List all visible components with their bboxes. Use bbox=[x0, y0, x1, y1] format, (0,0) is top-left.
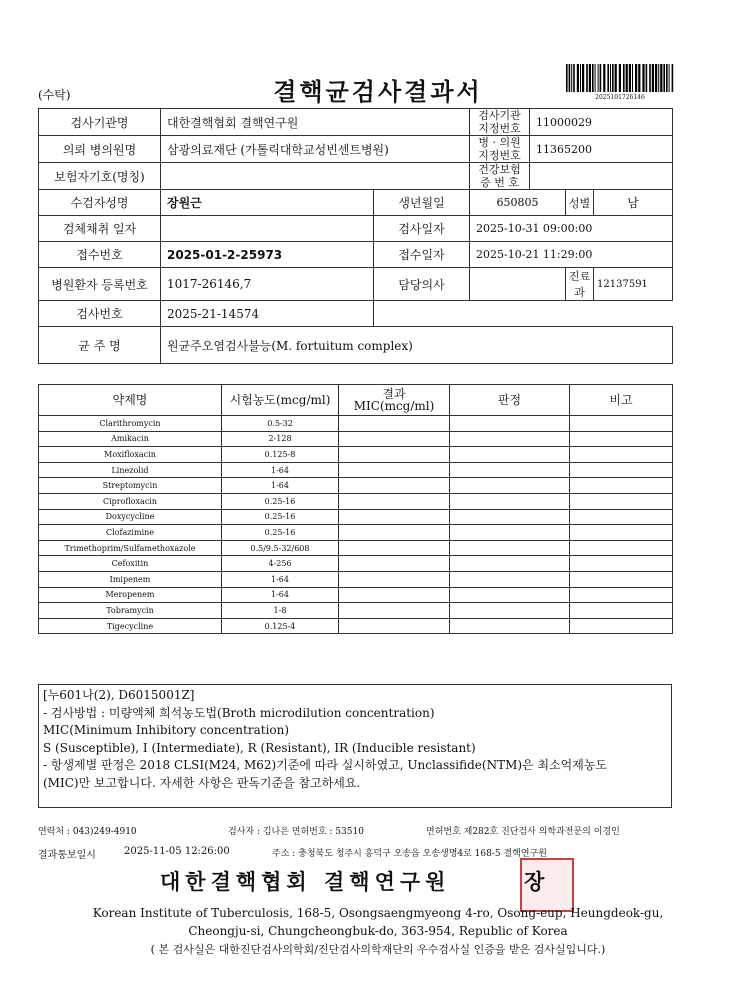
clinic-label: 의뢰 병의원명 bbox=[39, 136, 161, 163]
address-english-line2: Cheongju-si, Chungcheongbuk-do, 363-954, Republic of Korea bbox=[188, 924, 568, 938]
test-number-label: 검사번호 bbox=[39, 301, 161, 327]
mic-result bbox=[339, 462, 450, 478]
test-range: 0.5/9.5-32/608 bbox=[222, 540, 339, 556]
mic-result bbox=[339, 509, 450, 525]
mic-result bbox=[339, 416, 450, 432]
table-row bbox=[39, 618, 673, 634]
dept-value: 12137591 bbox=[594, 268, 673, 301]
table-row bbox=[39, 431, 673, 447]
table-row bbox=[39, 462, 673, 478]
barcode-number: 2025101726146 bbox=[595, 94, 645, 101]
specialist-info: 면허번호 제282호 진단검사 의학과전문의 이경인 bbox=[426, 827, 620, 837]
remark bbox=[570, 431, 673, 447]
health-insurance-value bbox=[530, 163, 673, 190]
remark bbox=[570, 540, 673, 556]
notes-box bbox=[38, 684, 672, 808]
mic-result bbox=[339, 493, 450, 509]
remark bbox=[570, 462, 673, 478]
col-drug-header: 약제명 bbox=[39, 385, 222, 416]
note-line: - 검사방법 : 미량액체 희석농도법(Broth microdilution concentration) bbox=[43, 705, 435, 720]
patient-label: 수검자성명 bbox=[39, 190, 161, 216]
mic-result bbox=[339, 587, 450, 603]
lab-id-label: 검사기관 지정번호 bbox=[470, 109, 530, 136]
drug-name: Trimethoprim/Sulfamethoxazole bbox=[39, 540, 222, 556]
clinic-id-label: 병 · 의원 지정번호 bbox=[470, 136, 530, 163]
table-row bbox=[39, 587, 673, 603]
reception-number-value: 2025-01-2-25973 bbox=[161, 242, 374, 268]
remark bbox=[570, 478, 673, 494]
collect-date-label: 검체채취 일자 bbox=[39, 216, 161, 242]
sex-value: 남 bbox=[594, 190, 673, 216]
patient-info-table bbox=[38, 108, 673, 364]
patient-name: 장원근 bbox=[161, 190, 374, 216]
notify-value: 2025-11-05 12:26:00 bbox=[124, 846, 230, 857]
judgement bbox=[450, 556, 570, 572]
organism-value: 원균주오염검사불능(M. fortuitum complex) bbox=[161, 327, 673, 364]
judgement bbox=[450, 618, 570, 634]
clinic-id-value: 11365200 bbox=[530, 136, 673, 163]
test-range: 2-128 bbox=[222, 431, 339, 447]
remark bbox=[570, 556, 673, 572]
lab-id-value: 11000029 bbox=[530, 109, 673, 136]
judgement bbox=[450, 416, 570, 432]
judgement bbox=[450, 603, 570, 619]
drug-name: Imipenem bbox=[39, 571, 222, 587]
drug-name: Clofazimine bbox=[39, 525, 222, 541]
note-line: S (Susceptible), I (Intermediate), R (Resistant), IR (Inducible resistant) bbox=[43, 740, 476, 755]
collect-date-value bbox=[161, 216, 374, 242]
note-line: (MIC)만 보고합니다. 자세한 사항은 판독기준을 참고하세요. bbox=[43, 775, 361, 790]
mic-result bbox=[339, 525, 450, 541]
table-row bbox=[39, 525, 673, 541]
dob-value: 650805 bbox=[470, 190, 566, 216]
table-row bbox=[39, 447, 673, 463]
address-korean: 주소 : 충청북도 청주시 흥덕구 오송읍 오송생명4로 168-5 결핵연구원 bbox=[272, 849, 547, 859]
reception-date-value: 2025-10-21 11:29:00 bbox=[470, 242, 673, 268]
table-row bbox=[39, 603, 673, 619]
remark bbox=[570, 525, 673, 541]
mic-result bbox=[339, 540, 450, 556]
note-line: MIC(Minimum Inhibitory concentration) bbox=[43, 723, 290, 737]
test-range: 1-64 bbox=[222, 587, 339, 603]
test-range: 0.25-16 bbox=[222, 525, 339, 541]
lab-value: 대한결핵협회 결핵연구원 bbox=[161, 109, 470, 136]
table-row bbox=[39, 571, 673, 587]
col-mic-header bbox=[339, 385, 450, 416]
judgement bbox=[450, 431, 570, 447]
table-row bbox=[39, 540, 673, 556]
insured-label: 보험자기호(명칭) bbox=[39, 163, 161, 190]
test-range: 0.125-4 bbox=[222, 618, 339, 634]
organization-name: 대한결핵협회 결핵연구원 bbox=[160, 870, 451, 894]
mic-result bbox=[339, 556, 450, 572]
test-range: 1-64 bbox=[222, 571, 339, 587]
judgement bbox=[450, 478, 570, 494]
remark bbox=[570, 618, 673, 634]
test-range: 1-8 bbox=[222, 603, 339, 619]
test-range: 1-64 bbox=[222, 462, 339, 478]
drug-name: Cefoxitin bbox=[39, 556, 222, 572]
blank-cell bbox=[374, 301, 673, 327]
col-remark-header: 비고 bbox=[570, 385, 673, 416]
drug-name: Doxycycline bbox=[39, 509, 222, 525]
table-row bbox=[39, 509, 673, 525]
remark bbox=[570, 493, 673, 509]
remark bbox=[570, 571, 673, 587]
judgement bbox=[450, 525, 570, 541]
hospital-reg-value: 1017-26146,7 bbox=[161, 268, 374, 301]
drug-name: Meropenem bbox=[39, 587, 222, 603]
table-row bbox=[39, 478, 673, 494]
test-range: 0.125-8 bbox=[222, 447, 339, 463]
insured-value bbox=[161, 163, 470, 190]
certification-note: ( 본 검사실은 대한진단검사의학회/진단검사의학재단의 우수검사실 인증을 받은 검사실입니다.) bbox=[150, 943, 606, 956]
reception-date-label: 접수일자 bbox=[374, 242, 470, 268]
judgement bbox=[450, 540, 570, 556]
mic-result bbox=[339, 603, 450, 619]
mic-result bbox=[339, 618, 450, 634]
remark bbox=[570, 509, 673, 525]
notify-label: 결과통보일시 bbox=[38, 850, 96, 861]
mic-result bbox=[339, 431, 450, 447]
hospital-reg-label: 병원환자 등록번호 bbox=[39, 268, 161, 301]
judgement bbox=[450, 571, 570, 587]
organism-label: 균 주 명 bbox=[39, 327, 161, 364]
test-number-value: 2025-21-14574 bbox=[161, 301, 374, 327]
clinic-value: 삼광의료재단 (가톨릭대학교성빈센트병원) bbox=[161, 136, 470, 163]
drug-name: Tobramycin bbox=[39, 603, 222, 619]
table-row bbox=[39, 416, 673, 432]
test-range: 0.25-16 bbox=[222, 509, 339, 525]
note-line: - 항생제별 판정은 2018 CLSI(M24, M62)기준에 따라 실시하였고, Unclassifide(NTM)은 최소억제농도 bbox=[43, 758, 608, 772]
tester-info: 검사자 : 김나은 면허번호 : 53510 bbox=[228, 827, 364, 837]
reception-number-label: 접수번호 bbox=[39, 242, 161, 268]
dob-label: 생년월일 bbox=[374, 190, 470, 216]
test-range: 0.5-32 bbox=[222, 416, 339, 432]
lab-label: 검사기관명 bbox=[39, 109, 161, 136]
col-mic-header-line2: MIC(mcg/ml) bbox=[353, 399, 435, 413]
drug-name: Moxifloxacin bbox=[39, 447, 222, 463]
remark bbox=[570, 587, 673, 603]
mic-result bbox=[339, 478, 450, 494]
col-range-header: 시험농도(mcg/ml) bbox=[222, 385, 339, 416]
drug-name: Tigecycline bbox=[39, 618, 222, 634]
test-date-value: 2025-10-31 09:00:00 bbox=[470, 216, 673, 242]
document-title: 결핵균검사결과서 bbox=[273, 78, 483, 106]
col-mic-header-line1: 결과 bbox=[382, 387, 406, 401]
drug-name: Ciprofloxacin bbox=[39, 493, 222, 509]
susceptibility-table bbox=[38, 384, 673, 634]
address-english-line1: Korean Institute of Tuberculosis, 168-5, Osongsaengmyeong 4-ro, Osong-eup, Heungdeok-gu, bbox=[92, 906, 664, 920]
test-range: 0.25-16 bbox=[222, 493, 339, 509]
remark bbox=[570, 603, 673, 619]
barcode-icon bbox=[566, 64, 674, 92]
test-range: 4-256 bbox=[222, 556, 339, 572]
table-row bbox=[39, 493, 673, 509]
mic-result bbox=[339, 447, 450, 463]
drug-name: Streptomycin bbox=[39, 478, 222, 494]
sex-label: 성별 bbox=[566, 190, 594, 216]
table-row bbox=[39, 556, 673, 572]
test-date-label: 검사일자 bbox=[374, 216, 470, 242]
drug-name: Linezolid bbox=[39, 462, 222, 478]
doctor-label: 담당의사 bbox=[374, 268, 470, 301]
remark bbox=[570, 447, 673, 463]
remark bbox=[570, 416, 673, 432]
judgement bbox=[450, 493, 570, 509]
doctor-value bbox=[470, 268, 566, 301]
col-judgement-header: 판정 bbox=[450, 385, 570, 416]
judgement bbox=[450, 462, 570, 478]
judgement bbox=[450, 587, 570, 603]
seal-character: 장 bbox=[524, 870, 545, 894]
test-range: 1-64 bbox=[222, 478, 339, 494]
mic-result bbox=[339, 571, 450, 587]
drug-name: Amikacin bbox=[39, 431, 222, 447]
note-line: [누601나(2), D6015001Z] bbox=[43, 688, 195, 702]
drug-name: Clarithromycin bbox=[39, 416, 222, 432]
form-type-label: (수탁) bbox=[38, 88, 71, 102]
contact-info: 연락처 : 043)249-4910 bbox=[38, 827, 137, 837]
judgement bbox=[450, 447, 570, 463]
health-insurance-label: 건강보험 증 번 호 bbox=[470, 163, 530, 190]
judgement bbox=[450, 509, 570, 525]
dept-label: 진료과 bbox=[566, 268, 594, 301]
